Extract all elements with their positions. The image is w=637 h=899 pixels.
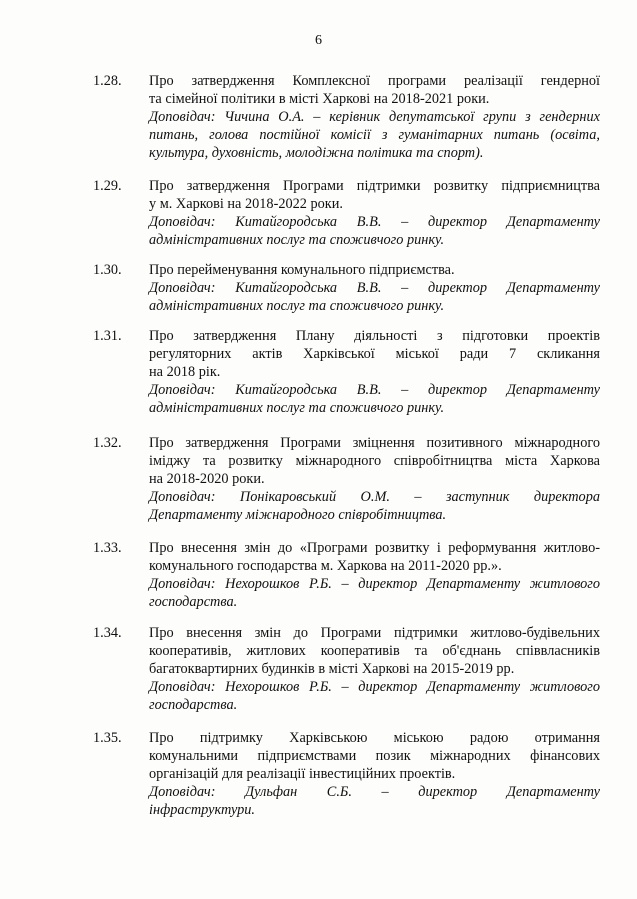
agenda-item-body — [149, 327, 600, 417]
agenda-item-body — [149, 261, 600, 315]
agenda-item-speaker-line: адміністративних послуг та споживчого ринку. — [149, 232, 445, 248]
agenda-item-speaker-line: Доповідач: Китайгородська В.В. – директор Департаменту — [149, 280, 600, 296]
page-number: 6 — [315, 33, 322, 48]
agenda-item-title-line: іміджу та розвитку міжнародного співробітництва міста Харкова — [149, 453, 600, 469]
agenda-item — [93, 261, 600, 315]
agenda-item-speaker-line: господарства. — [149, 697, 238, 713]
agenda-item-title-line: Про затвердження Програми зміцнення позитивного міжнародного — [149, 435, 600, 451]
agenda-item-title-line: на 2018 рік. — [149, 364, 221, 380]
agenda-item-body — [149, 177, 600, 249]
agenda-item-title-line: Про внесення змін до Програми підтримки житлово-будівельних — [149, 625, 600, 641]
agenda-item-body — [149, 539, 600, 611]
agenda-item-title-line: організацій для реалізації інвестиційних проектів. — [149, 766, 456, 782]
agenda-item-number: 1.28. — [93, 73, 122, 89]
agenda-item-title-line: у м. Харкові на 2018-2022 роки. — [149, 196, 343, 212]
agenda-item-number: 1.29. — [93, 178, 122, 194]
agenda-item-number: 1.35. — [93, 730, 122, 746]
agenda-item-speaker-line: Доповідач: Китайгородська В.В. – директор Департаменту — [149, 382, 600, 398]
agenda-item-speaker-line: адміністративних послуг та споживчого ринку. — [149, 400, 445, 416]
agenda-item-title-line: кооперативів, житлових кооперативів та об'єднань співвласників — [149, 643, 600, 659]
agenda-item-number: 1.31. — [93, 328, 122, 344]
agenda-item-title-line: Про затвердження Комплексної програми реалізації гендерної — [149, 73, 600, 89]
agenda-item-number: 1.33. — [93, 540, 122, 556]
agenda-item-body — [149, 72, 600, 162]
agenda-item — [93, 434, 600, 524]
agenda-item — [93, 177, 600, 249]
agenda-item — [93, 729, 600, 819]
agenda-item-body — [149, 729, 600, 819]
agenda-item-title-line: Про затвердження Плану діяльності з підготовки проектів — [149, 328, 600, 344]
agenda-item — [93, 624, 600, 714]
agenda-item-title-line: багатоквартирних будинків в місті Харкові на 2015-2019 рр. — [149, 661, 515, 677]
agenda-item-speaker-line: господарства. — [149, 594, 238, 610]
agenda-item-title-line: Про підтримку Харківською міською радою отримання — [149, 730, 600, 746]
agenda-item-speaker-line: Доповідач: Нехорошков Р.Б. – директор Департаменту житлового — [149, 576, 600, 592]
agenda-item-speaker-line: Доповідач: Нехорошков Р.Б. – директор Департаменту житлового — [149, 679, 600, 695]
agenda-item-number: 1.32. — [93, 435, 122, 451]
agenda-item-number: 1.34. — [93, 625, 122, 641]
agenda-item-title-line: комунального господарства м. Харкова на 2011-2020 рр.». — [149, 558, 502, 574]
agenda-item-body — [149, 434, 600, 524]
agenda-item-title-line: регуляторних актів Харківської міської ради 7 скликання — [149, 346, 600, 362]
agenda-item-speaker-line: адміністративних послуг та споживчого ринку. — [149, 298, 445, 314]
agenda-item — [93, 327, 600, 417]
agenda-item-speaker-line: культура, духовність, молодіжна політика та спорт). — [149, 145, 484, 161]
agenda-item — [93, 72, 600, 162]
agenda-item-title-line: Про внесення змін до «Програми розвитку і реформування житлово- — [149, 540, 600, 556]
agenda-item-number: 1.30. — [93, 262, 122, 278]
agenda-item-title-line: комунальними підприємствами позик міжнародних фінансових — [149, 748, 600, 764]
agenda-item — [93, 539, 600, 611]
agenda-item-speaker-line: питань, голова постійної комісії з гуманітарних питань (освіта, — [149, 127, 600, 143]
agenda-item-speaker-line: Доповідач: Китайгородська В.В. – директор Департаменту — [149, 214, 600, 230]
agenda-item-title-line: Про перейменування комунального підприємства. — [149, 262, 455, 278]
agenda-item-title-line: та сімейної політики в місті Харкові на 2018-2021 роки. — [149, 91, 490, 107]
agenda-item-title-line: на 2018-2020 роки. — [149, 471, 265, 487]
agenda-item-speaker-line: Доповідач: Понікаровський О.М. – заступник директора — [149, 489, 600, 505]
agenda-item-speaker-line: Департаменту міжнародного співробітництва. — [149, 507, 447, 523]
agenda-item-speaker-line: інфраструктури. — [149, 802, 255, 818]
agenda-item-body — [149, 624, 600, 714]
agenda-item-speaker-line: Доповідач: Чичина О.А. – керівник депутатської групи з гендерних — [149, 109, 600, 125]
agenda-item-title-line: Про затвердження Програми підтримки розвитку підприємництва — [149, 178, 600, 194]
agenda-item-speaker-line: Доповідач: Дульфан С.Б. – директор Департаменту — [149, 784, 600, 800]
